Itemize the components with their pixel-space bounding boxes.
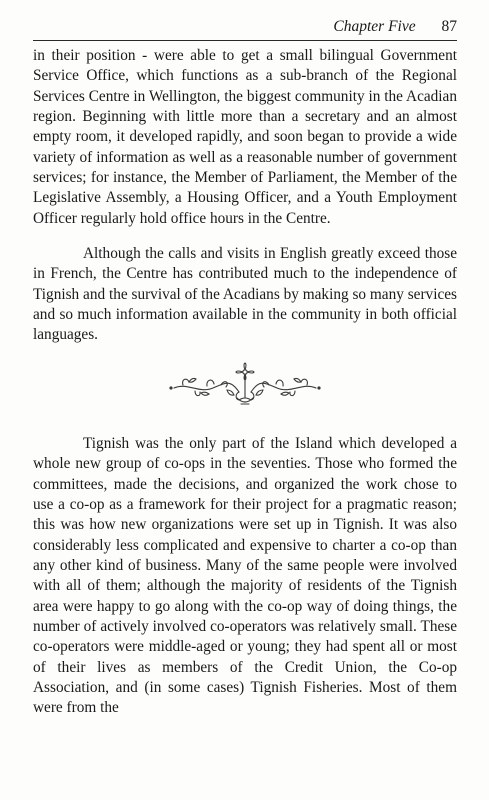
running-header bbox=[33, 16, 457, 41]
floral-vine-ornament-icon bbox=[165, 362, 325, 412]
paragraph-centre-contribution: Although the calls and visits in English greatly exceed those in French, the Centre has contributed much to the independence of Tignish and the survival of the Acadians by making so many services and so much information available in the community in both official languages. bbox=[33, 245, 457, 344]
body-text bbox=[33, 46, 457, 719]
page-number: 87 bbox=[441, 18, 457, 35]
paragraph-tignish-coops: Tignish was the only part of the Island which developed a whole new group of co-ops in the seventies. Those who formed the committees, made the decisions, and organized the work chose to use a co-op as a framework for their project for a pragmatic reason; this was how new organizations were set up in Tignish. It was also considerably less complicated and expensive to charter a co-op than any other kind of business. Many of the same people were involved with all of them; although the majority of residents of the Tignish area were happy to go along with the co-op way of doing things, the number of actively involved co-operators was relatively small. These co-operators were middle-aged or young; they had spent all or most of their lives as members of the Credit Union, the Co-op Association, and (in some cases) Tignish Fisheries. Most of them were from the bbox=[33, 434, 457, 717]
chapter-label: Chapter Five bbox=[333, 18, 416, 35]
paragraph-continued: in their position - were able to get a small bilingual Government Service Office, which functions as a sub-branch of the Regional Services Centre in Wellington, the biggest community in the Acadian region. Beginning with little more than a secretary and an almost empty room, it developed rapidly, and soon began to provide a wide variety of information as well as a reasonable number of government services; for instance, the Member of Parliament, the Member of the Legislative Assembly, a Housing Officer, and a Youth Employment Officer regularly hold office hours in the Centre. bbox=[33, 47, 457, 227]
section-divider bbox=[33, 346, 457, 428]
